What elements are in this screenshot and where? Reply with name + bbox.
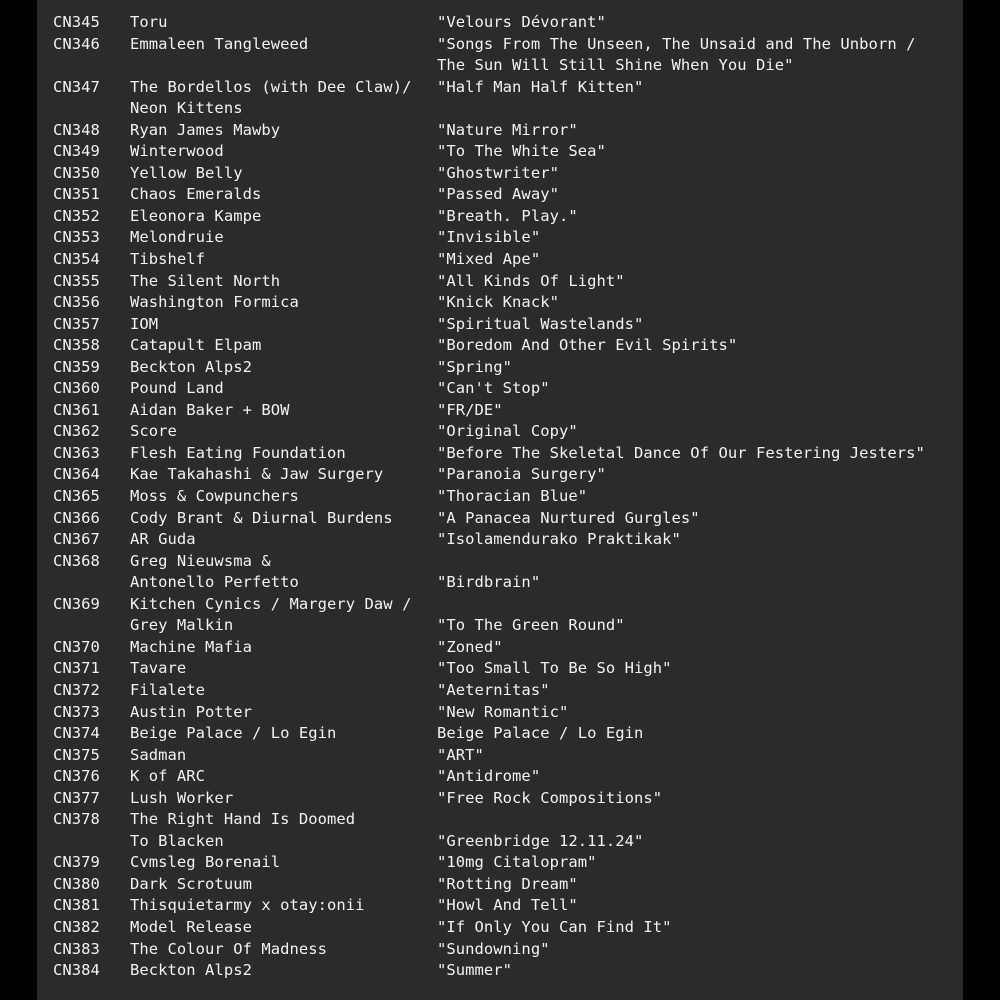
artist-name: Aidan Baker + BOW xyxy=(130,400,290,419)
release-title xyxy=(437,98,958,120)
release-title: "Rotting Dream" xyxy=(437,874,578,893)
catalogue-number: CN372 xyxy=(53,680,100,699)
artist-name: Flesh Eating Foundation xyxy=(130,443,346,462)
catalogue-number: CN373 xyxy=(53,702,100,721)
catalogue-number: CN349 xyxy=(53,142,100,161)
artist-name: Yellow Belly xyxy=(130,163,243,182)
catalogue-number: CN369 xyxy=(53,594,100,613)
catalogue-row xyxy=(53,292,958,314)
catalogue-row xyxy=(53,12,958,34)
release-title: "Too Small To Be So High" xyxy=(437,659,672,678)
artist-name: Eleonora Kampe xyxy=(130,206,262,225)
catalogue-row xyxy=(53,378,958,400)
catalogue-row xyxy=(53,357,958,379)
release-title: "Spiritual Wastelands" xyxy=(437,314,644,333)
release-title: "ART" xyxy=(437,745,484,764)
release-title: "All Kinds Of Light" xyxy=(437,271,625,290)
release-title: "Antidrome" xyxy=(437,767,541,786)
catalogue-number: CN380 xyxy=(53,874,100,893)
release-title: "If Only You Can Find It" xyxy=(437,917,672,936)
release-title: "Before The Skeletal Dance Of Our Festering Jesters" xyxy=(437,443,925,462)
release-title: "Songs From The Unseen, The Unsaid and The Unborn / xyxy=(437,34,916,53)
release-title: "A Panacea Nurtured Gurgles" xyxy=(437,508,700,527)
catalogue-row xyxy=(53,314,958,336)
catalogue-row xyxy=(53,529,958,551)
catalogue-row xyxy=(53,400,958,422)
catalogue-number xyxy=(53,831,130,853)
release-title: "Boredom And Other Evil Spirits" xyxy=(437,336,738,355)
catalogue-number: CN374 xyxy=(53,724,100,743)
catalogue-row xyxy=(53,443,958,465)
artist-name: The Silent North xyxy=(130,271,281,290)
release-title: "Nature Mirror" xyxy=(437,120,578,139)
release-title: "To The White Sea" xyxy=(437,142,606,161)
catalogue-number: CN347 xyxy=(53,77,100,96)
catalogue-number: CN375 xyxy=(53,745,100,764)
catalogue-row xyxy=(53,680,958,702)
artist-name: Sadman xyxy=(130,745,187,764)
catalogue-number: CN379 xyxy=(53,853,100,872)
catalogue-number: CN363 xyxy=(53,443,100,462)
artist-name: Antonello Perfetto xyxy=(130,573,299,592)
catalogue-row-continuation xyxy=(53,615,958,637)
catalogue-row xyxy=(53,335,958,357)
artist-name: The Right Hand Is Doomed xyxy=(130,810,356,829)
artist-name: Washington Formica xyxy=(130,293,299,312)
catalogue-number: CN381 xyxy=(53,896,100,915)
catalogue-row xyxy=(53,120,958,142)
catalogue-number xyxy=(53,572,130,594)
catalogue-row-continuation xyxy=(53,55,958,77)
release-title: "Zoned" xyxy=(437,637,503,656)
release-title: "Original Copy" xyxy=(437,422,578,441)
catalogue-row xyxy=(53,486,958,508)
release-title: "To The Green Round" xyxy=(437,616,625,635)
catalogue-row xyxy=(53,960,958,982)
release-title: "Spring" xyxy=(437,357,513,376)
catalogue-row xyxy=(53,184,958,206)
artist-name: Filalete xyxy=(130,680,206,699)
catalogue-row xyxy=(53,702,958,724)
catalogue-number: CN356 xyxy=(53,293,100,312)
artist-name: Machine Mafia xyxy=(130,637,252,656)
catalogue-row xyxy=(53,745,958,767)
catalogue-number: CN352 xyxy=(53,206,100,225)
catalogue-number: CN360 xyxy=(53,379,100,398)
artist-name: Tibshelf xyxy=(130,250,206,269)
release-title xyxy=(437,594,958,616)
catalogue-number: CN371 xyxy=(53,659,100,678)
release-title: "Passed Away" xyxy=(437,185,559,204)
artist-name: Thisquietarmy x otay:onii xyxy=(130,896,365,915)
artist-name: Beckton Alps2 xyxy=(130,961,252,980)
release-title: "Sundowning" xyxy=(437,939,550,958)
catalogue-number: CN351 xyxy=(53,185,100,204)
release-title: "Birdbrain" xyxy=(437,573,541,592)
artist-name: Tavare xyxy=(130,659,187,678)
catalogue-row xyxy=(53,206,958,228)
artist-name: Moss & Cowpunchers xyxy=(130,487,299,506)
catalogue-number: CN367 xyxy=(53,530,100,549)
catalogue-row xyxy=(53,508,958,530)
catalogue-row xyxy=(53,227,958,249)
catalogue-row xyxy=(53,723,958,745)
catalogue-row xyxy=(53,895,958,917)
release-title: "New Romantic" xyxy=(437,702,569,721)
catalogue-row-continuation xyxy=(53,98,958,120)
catalogue-row-continuation xyxy=(53,572,958,594)
artist-name: Emmaleen Tangleweed xyxy=(130,34,309,53)
release-title: "Aeternitas" xyxy=(437,680,550,699)
release-title: "Howl And Tell" xyxy=(437,896,578,915)
catalogue-number xyxy=(53,55,130,77)
catalogue-number: CN362 xyxy=(53,422,100,441)
catalogue-number: CN353 xyxy=(53,228,100,247)
artist-name: Toru xyxy=(130,13,168,31)
catalogue-number: CN358 xyxy=(53,336,100,355)
artist-name: Melondruie xyxy=(130,228,224,247)
release-title: "Mixed Ape" xyxy=(437,250,541,269)
artist-name: The Bordellos (with Dee Claw)/ xyxy=(130,77,412,96)
catalogue-row xyxy=(53,163,958,185)
catalogue-number: CN383 xyxy=(53,939,100,958)
catalogue-number: CN359 xyxy=(53,357,100,376)
artist-name: Neon Kittens xyxy=(130,99,243,118)
artist-name: Ryan James Mawby xyxy=(130,120,281,139)
catalogue-row xyxy=(53,809,958,831)
catalogue-row xyxy=(53,464,958,486)
catalogue-row xyxy=(53,551,958,573)
artist-name: Dark Scrotuum xyxy=(130,874,252,893)
catalogue-number: CN364 xyxy=(53,465,100,484)
release-title: "Free Rock Compositions" xyxy=(437,788,663,807)
release-title: "Thoracian Blue" xyxy=(437,487,588,506)
catalogue-number: CN366 xyxy=(53,508,100,527)
artist-name xyxy=(130,55,437,77)
catalogue-number: CN361 xyxy=(53,400,100,419)
catalogue-number: CN370 xyxy=(53,637,100,656)
artist-name: To Blacken xyxy=(130,831,224,850)
catalogue-list xyxy=(53,12,958,982)
catalogue-row xyxy=(53,917,958,939)
release-title: "Breath. Play." xyxy=(437,206,578,225)
release-title: "Greenbridge 12.11.24" xyxy=(437,831,644,850)
artist-name: Kae Takahashi & Jaw Surgery xyxy=(130,465,384,484)
catalogue-row xyxy=(53,874,958,896)
catalogue-row xyxy=(53,141,958,163)
catalogue-row-continuation xyxy=(53,831,958,853)
artist-name: Beckton Alps2 xyxy=(130,357,252,376)
catalogue-row xyxy=(53,594,958,616)
catalogue-row xyxy=(53,637,958,659)
catalogue-number xyxy=(53,98,130,120)
release-title: "Velours Dévorant" xyxy=(437,13,606,31)
catalogue-number: CN348 xyxy=(53,120,100,139)
release-title: "Knick Knack" xyxy=(437,293,559,312)
release-title: "Ghostwriter" xyxy=(437,163,559,182)
artist-name: Catapult Elpam xyxy=(130,336,262,355)
catalogue-number: CN376 xyxy=(53,767,100,786)
artist-name: Lush Worker xyxy=(130,788,234,807)
catalogue-number: CN357 xyxy=(53,314,100,333)
catalogue-number xyxy=(53,615,130,637)
release-title xyxy=(437,809,958,831)
catalogue-row xyxy=(53,271,958,293)
catalogue-number: CN377 xyxy=(53,788,100,807)
artist-name: Austin Potter xyxy=(130,702,252,721)
catalogue-number: CN350 xyxy=(53,163,100,182)
release-title: The Sun Will Still Shine When You Die" xyxy=(437,56,794,75)
catalogue-number: CN354 xyxy=(53,250,100,269)
catalogue-row xyxy=(53,939,958,961)
catalogue-row xyxy=(53,421,958,443)
catalogue-row xyxy=(53,34,958,56)
artist-name: Chaos Emeralds xyxy=(130,185,262,204)
artist-name: IOM xyxy=(130,314,159,333)
artist-name: Cvmsleg Borenail xyxy=(130,853,281,872)
artist-name: Model Release xyxy=(130,917,252,936)
release-title xyxy=(437,551,958,573)
catalogue-number: CN346 xyxy=(53,34,100,53)
artist-name: Kitchen Cynics / Margery Daw / xyxy=(130,594,412,613)
catalogue-number: CN345 xyxy=(53,13,100,31)
artist-name: Beige Palace / Lo Egin xyxy=(130,724,337,743)
release-title: "FR/DE" xyxy=(437,400,503,419)
artist-name: Pound Land xyxy=(130,379,224,398)
release-title: "Half Man Half Kitten" xyxy=(437,77,644,96)
artist-name: Grey Malkin xyxy=(130,616,234,635)
catalogue-number: CN378 xyxy=(53,810,100,829)
catalogue-number: CN384 xyxy=(53,961,100,980)
artist-name: Greg Nieuwsma & xyxy=(130,551,271,570)
catalogue-row xyxy=(53,658,958,680)
catalogue-row xyxy=(53,77,958,99)
artist-name: Winterwood xyxy=(130,142,224,161)
catalogue-row xyxy=(53,852,958,874)
artist-name: K of ARC xyxy=(130,767,206,786)
catalogue-number: CN365 xyxy=(53,487,100,506)
catalogue-number: CN355 xyxy=(53,271,100,290)
release-title: Beige Palace / Lo Egin xyxy=(437,724,644,743)
catalogue-row xyxy=(53,249,958,271)
release-title: "Isolamendurako Praktikak" xyxy=(437,530,681,549)
artist-name: Score xyxy=(130,422,177,441)
catalogue-number: CN382 xyxy=(53,917,100,936)
catalogue-number: CN368 xyxy=(53,551,100,570)
release-title: "10mg Citalopram" xyxy=(437,853,597,872)
release-title: "Invisible" xyxy=(437,228,541,247)
artist-name: Cody Brant & Diurnal Burdens xyxy=(130,508,393,527)
catalogue-row xyxy=(53,788,958,810)
release-title: "Paranoia Surgery" xyxy=(437,465,606,484)
release-title: "Can't Stop" xyxy=(437,379,550,398)
catalogue-row xyxy=(53,766,958,788)
release-title: "Summer" xyxy=(437,961,513,980)
artist-name: The Colour Of Madness xyxy=(130,939,328,958)
artist-name: AR Guda xyxy=(130,530,196,549)
